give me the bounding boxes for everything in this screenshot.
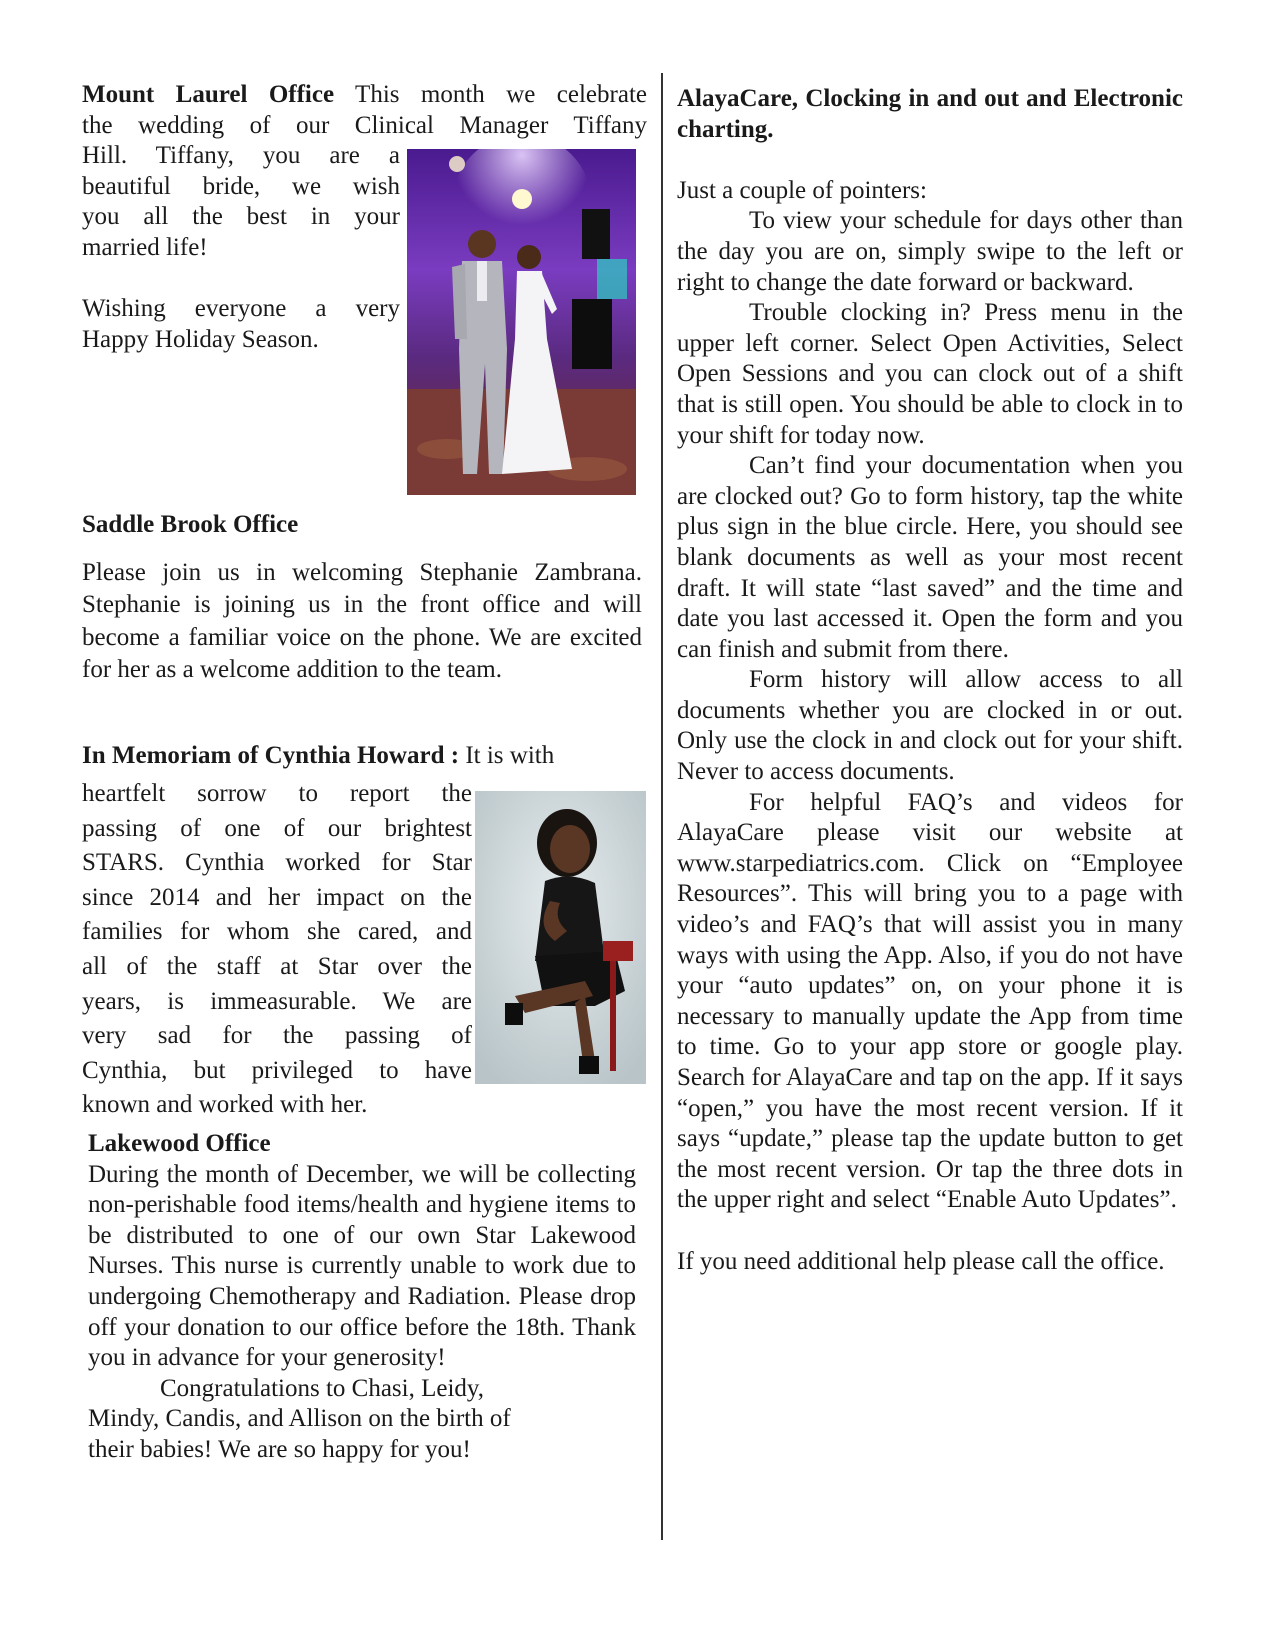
memoriam-line: years, is immeasurable. We are (82, 987, 472, 1015)
alayacare-tip-documentation: Can’t find your documentation when you are clocked out? Go to form history, tap the white plus sign in the blue circle. Here, you should see blank documents as well as your most recent draft. It will state “last saved” and the time and date you last accessed it. Open the form and you can finish and submit from there. (677, 452, 1183, 663)
memoriam-section (82, 741, 642, 772)
mount-laurel-line3: Hill. Tiffany, you are a (82, 142, 400, 169)
lakewood-section (88, 1129, 636, 1466)
holiday-line2: Happy Holiday Season. (82, 325, 319, 353)
mount-laurel-line5: you all the best in your (82, 203, 400, 231)
saddle-brook-heading: Saddle Brook Office (82, 511, 299, 538)
memoriam-line: Cynthia, but privileged to have (82, 1056, 472, 1084)
memoriam-line: passing of one of our brightest (82, 814, 472, 842)
alayacare-closing: If you need additional help please call the office. (677, 1247, 1165, 1275)
alayacare-intro: Just a couple of pointers: (677, 176, 927, 204)
alayacare-heading: AlayaCare, Clocking in and out and Electronic charting. (677, 85, 1183, 143)
memoriam-heading: In Memoriam of Cynthia Howard : (82, 742, 460, 769)
congrats-line3: their babies! We are so happy for you! (88, 1435, 471, 1463)
alayacare-tip-clocking: Trouble clocking in? Press menu in the upper left corner. Select Open Activities, Select Open Sessions and you can clock out of a shift that is still open. You should be able to clock in to your shift for today now. (677, 299, 1183, 449)
saddle-brook-section (82, 510, 642, 687)
memoriam-line: families for whom she cared, and (82, 918, 472, 946)
saddle-brook-body: Please join us in welcoming Stephanie Zambrana. Stephanie is joining us in the front office and will become a familiar voice on the phone. We are excited for her as a welcome addition to the team. (82, 558, 642, 684)
mount-laurel-line6: married life! (82, 233, 208, 261)
lakewood-heading: Lakewood Office (88, 1130, 271, 1157)
memoriam-line: heartfelt sorrow to report the (82, 780, 472, 807)
memoriam-heading-rest: It is with (465, 742, 555, 769)
alayacare-section (677, 84, 1183, 1277)
lakewood-body: During the month of December, we will be collecting non-perishable food items/health and hygiene items to be distributed to one of our own Star Lakewood Nurses. This nurse is currently unable to work due to undergoing Chemotherapy and Radiation. Please drop off your donation to our office before the 18th. Thank you in advance for your generosity! (88, 1160, 636, 1372)
alayacare-tip-faq: For helpful FAQ’s and videos for AlayaCare please visit our website at www.starpediatrics.com. Click on “Employee Resources”. This will bring you to a page with video’s and FAQ’s that will assist you in many ways with using the App. Also, if you do not have your “auto updates” on, on your phone it is necessary to manually update the App from time to time. Go to your app store or google play. Search for AlayaCare and tap on the app. If it says “open,” you have the most recent version. If it says “update,” please tap the update button to get the most recent version. Or tap the three dots in the upper right and select “Enable Auto Updates”. (677, 788, 1183, 1214)
memoriam-line: since 2014 and her impact on the (82, 883, 472, 911)
mount-laurel-line4: beautiful bride, we wish (82, 172, 400, 200)
mount-laurel-section (82, 80, 647, 141)
alayacare-tip-schedule: To view your schedule for days other than the day you are on, simply swipe to the left or right to change the date forward or backward. (677, 207, 1183, 296)
holiday-line1: Wishing everyone a very (82, 294, 400, 322)
memoriam-line: known and worked with her. (82, 1091, 368, 1119)
alayacare-tip-form-history: Form history will allow access to all documents whether you are clocked in or out. Only use the clock in and clock out for your shift. Never to access documents. (677, 666, 1183, 786)
mount-laurel-heading: Mount Laurel Office (82, 81, 335, 108)
column-divider (661, 73, 663, 1540)
congrats-line2: Mindy, Candis, and Allison on the birth of (88, 1405, 511, 1433)
mount-laurel-intro: This month we celebrate (355, 81, 647, 108)
memorial-photo (475, 791, 646, 1084)
memoriam-line: all of the staff at Star over the (82, 952, 472, 980)
congrats-line1: Congratulations to Chasi, Leidy, (160, 1374, 485, 1402)
memoriam-line: very sad for the passing of (82, 1022, 472, 1050)
wedding-photo (407, 149, 636, 495)
mount-laurel-wrap-text (82, 141, 400, 355)
mount-laurel-line2: the wedding of our Clinical Manager Tiffany (82, 111, 647, 139)
memoriam-body (82, 777, 472, 1123)
memoriam-line: STARS. Cynthia worked for Star (82, 849, 472, 877)
